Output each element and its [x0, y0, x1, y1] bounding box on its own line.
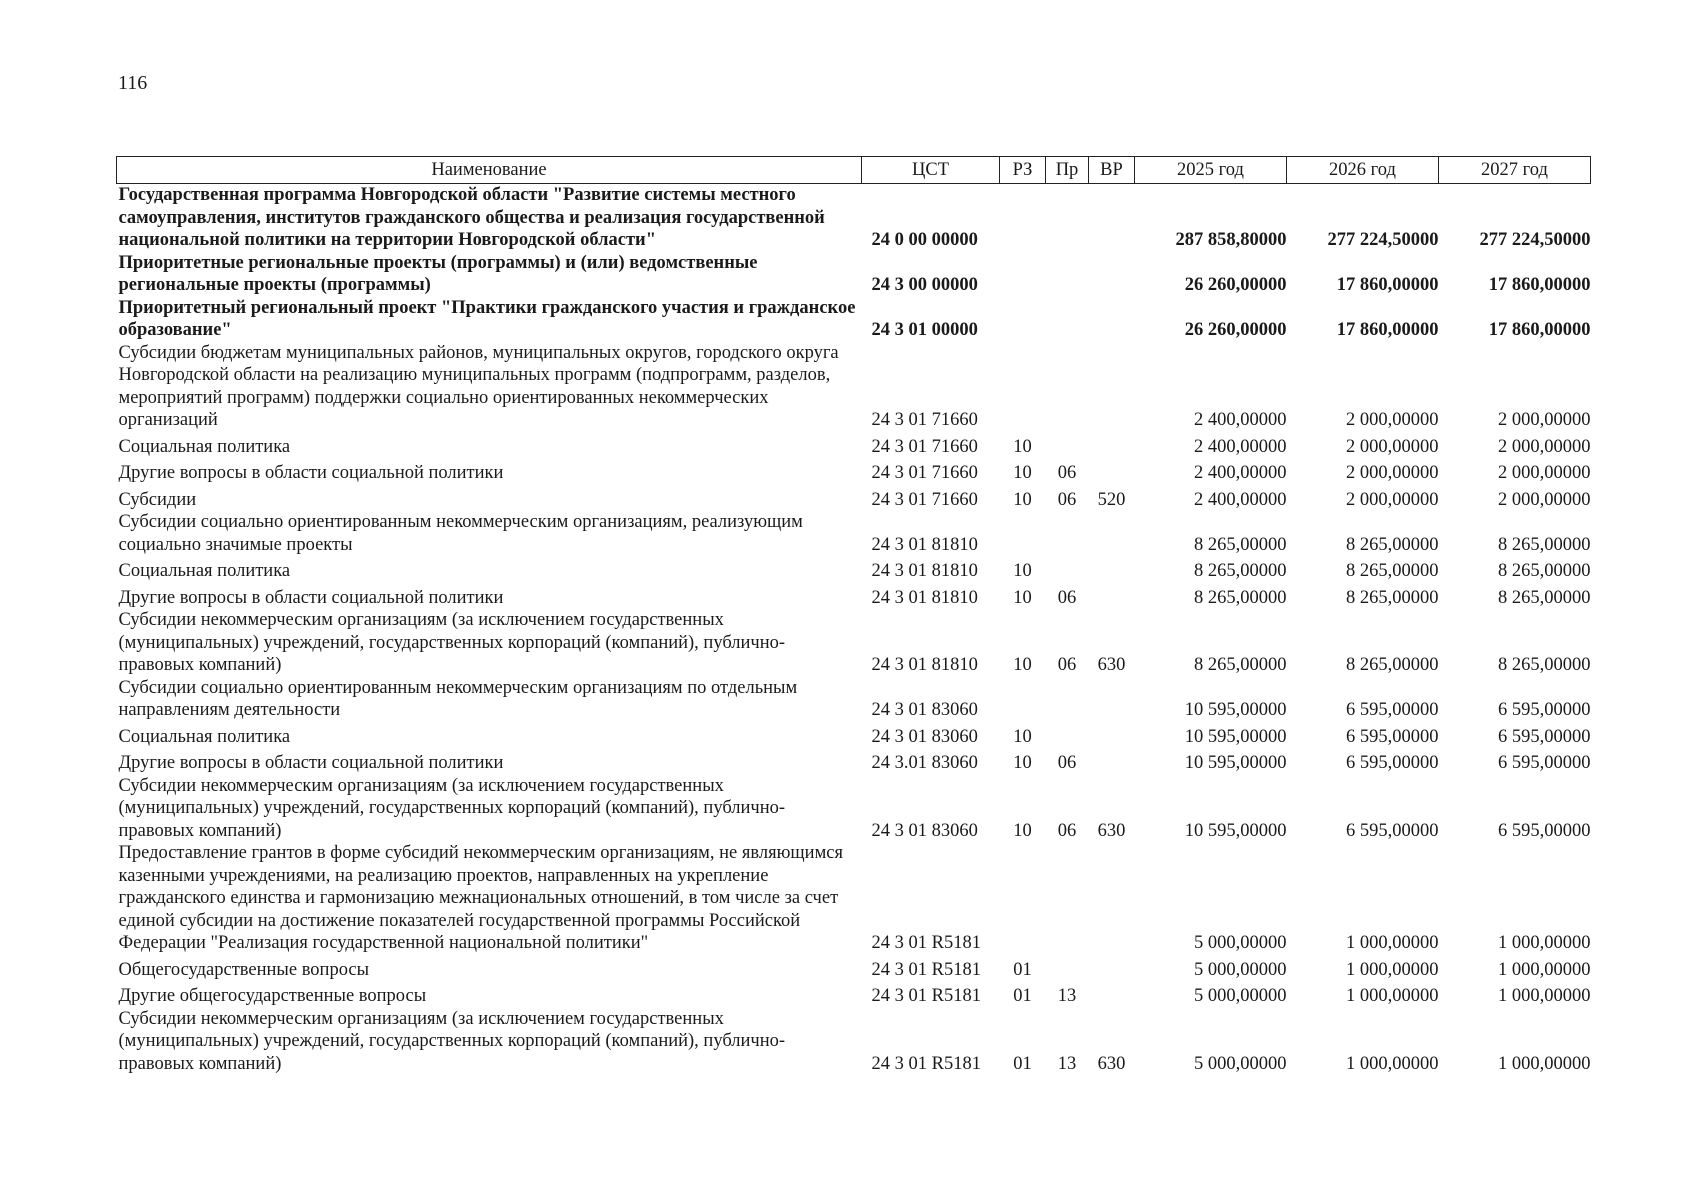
row-rz: 10 — [1013, 820, 1032, 841]
row-name: Субсидии некоммерческим организациям (за исключением государственных (муниципальных) учреждений, государственных корпораций (компаний), публично-правовых компаний) — [118, 1008, 786, 1074]
row-value-2026: 1 000,00000 — [1346, 986, 1439, 1006]
row-value-2025: 10 595,00000 — [1184, 753, 1287, 773]
row-name: Субсидии — [118, 489, 197, 510]
row-value-2026: 8 265,00000 — [1346, 655, 1439, 675]
row-name: Социальная политика — [118, 561, 291, 581]
row-cst: 24 3 01 83060 — [871, 820, 978, 841]
row-pr: 13 — [1057, 1053, 1077, 1074]
row-value-2027: 2 000,00000 — [1498, 489, 1591, 510]
row-vr — [1089, 511, 1135, 556]
row-value-2026: 6 595,00000 — [1346, 700, 1439, 720]
table-row — [117, 955, 1591, 982]
table-row — [117, 842, 1591, 955]
row-value-2026: 8 265,00000 — [1346, 534, 1439, 555]
row-value-2026: 6 595,00000 — [1346, 820, 1439, 841]
row-value-2025: 2 400,00000 — [1194, 463, 1287, 483]
table-row — [117, 458, 1591, 485]
row-cst: 24 3 01 R5181 — [871, 933, 981, 953]
row-vr — [1089, 748, 1135, 775]
row-value-2027: 6 595,00000 — [1498, 820, 1591, 841]
row-rz: 10 — [1013, 436, 1032, 457]
row-pr — [1046, 842, 1089, 955]
table-row — [117, 511, 1591, 556]
row-pr — [1046, 184, 1089, 252]
row-value-2025: 10 595,00000 — [1184, 726, 1287, 747]
table-row — [117, 748, 1591, 775]
row-pr: 06 — [1057, 463, 1077, 483]
row-name: Субсидии некоммерческим организациям (за исключением государственных (муниципальных) учреждений, государственных корпораций (компаний), публично-правовых компаний) — [118, 610, 786, 675]
row-value-2027: 1 000,00000 — [1498, 986, 1591, 1006]
row-value-2025: 8 265,00000 — [1194, 587, 1287, 608]
row-rz: 01 — [1013, 959, 1032, 980]
row-rz — [1000, 252, 1046, 297]
page-number: 116 — [118, 72, 148, 94]
row-value-2027: 2 000,00000 — [1498, 436, 1591, 457]
row-vr — [1089, 458, 1135, 485]
row-value-2027: 8 265,00000 — [1498, 534, 1591, 555]
row-cst: 24 3 01 71660 — [871, 410, 978, 430]
row-name: Другие вопросы в области социальной политики — [118, 587, 504, 608]
row-value-2025: 2 400,00000 — [1194, 410, 1287, 430]
row-value-2026: 2 000,00000 — [1346, 410, 1439, 430]
row-value-2027: 6 595,00000 — [1498, 700, 1591, 720]
row-pr: 06 — [1057, 587, 1077, 608]
row-name: Социальная политика — [118, 726, 291, 747]
row-rz: 10 — [1013, 463, 1032, 483]
row-value-2025: 5 000,00000 — [1194, 1053, 1287, 1074]
row-value-2027: 277 224,50000 — [1479, 230, 1591, 250]
row-value-2026: 17 860,00000 — [1336, 275, 1439, 295]
row-value-2026: 1 000,00000 — [1346, 959, 1439, 980]
table-row — [117, 583, 1591, 610]
header-cst: ЦСТ — [862, 157, 1000, 184]
row-vr: 630 — [1097, 655, 1126, 675]
row-cst: 24 3 01 71660 — [871, 436, 978, 457]
table-row — [117, 775, 1591, 843]
row-value-2025: 8 265,00000 — [1194, 561, 1287, 581]
row-pr: 06 — [1057, 753, 1077, 773]
row-rz: 10 — [1013, 489, 1032, 510]
header-row — [117, 157, 1591, 184]
table-row — [117, 342, 1591, 432]
row-name: Другие вопросы в области социальной политики — [118, 463, 504, 483]
table-row — [117, 722, 1591, 749]
row-rz — [1000, 184, 1046, 252]
row-value-2026: 2 000,00000 — [1346, 436, 1439, 457]
header-vr: ВР — [1089, 157, 1135, 184]
row-value-2025: 26 260,00000 — [1184, 275, 1287, 295]
row-vr: 630 — [1097, 1053, 1126, 1074]
row-value-2025: 26 260,00000 — [1184, 320, 1287, 340]
row-value-2026: 277 224,50000 — [1327, 230, 1439, 250]
row-rz: 10 — [1013, 655, 1032, 675]
header-pr: Пр — [1046, 157, 1089, 184]
row-name: Субсидии социально ориентированным некоммерческим организациям по отдельным направлениям деятельности — [118, 677, 798, 720]
row-value-2027: 2 000,00000 — [1498, 410, 1591, 430]
row-cst: 24 3 01 81810 — [871, 561, 978, 581]
row-vr: 630 — [1097, 820, 1126, 841]
row-pr: 06 — [1057, 655, 1077, 675]
row-cst: 24 3 01 00000 — [871, 320, 978, 340]
row-pr — [1046, 432, 1089, 459]
row-value-2027: 6 595,00000 — [1498, 753, 1591, 773]
row-name: Субсидии социально ориентированным некоммерческим организациям, реализующим социально значимые проекты — [118, 512, 803, 555]
row-value-2027: 1 000,00000 — [1498, 1053, 1591, 1074]
row-value-2027: 2 000,00000 — [1498, 463, 1591, 483]
row-rz — [1000, 677, 1046, 722]
table-row — [117, 485, 1591, 512]
budget-table — [116, 156, 1591, 1075]
row-cst: 24 3.01 83060 — [871, 753, 978, 773]
row-vr — [1089, 184, 1135, 252]
table-row — [117, 252, 1591, 297]
row-vr — [1089, 297, 1135, 342]
row-pr — [1046, 342, 1089, 432]
row-name: Другие вопросы в области социальной политики — [118, 753, 504, 773]
header-name: Наименование — [117, 157, 862, 184]
row-value-2025: 5 000,00000 — [1194, 986, 1287, 1006]
row-value-2027: 6 595,00000 — [1498, 726, 1591, 747]
row-value-2026: 8 265,00000 — [1346, 561, 1439, 581]
row-vr — [1089, 677, 1135, 722]
table-row — [117, 556, 1591, 583]
row-rz — [1000, 511, 1046, 556]
row-pr: 06 — [1057, 489, 1077, 510]
row-value-2025: 10 595,00000 — [1184, 820, 1287, 841]
row-pr — [1046, 511, 1089, 556]
header-2025: 2025 год — [1135, 157, 1287, 184]
row-rz — [1000, 342, 1046, 432]
row-value-2026: 1 000,00000 — [1346, 1053, 1439, 1074]
row-cst: 24 3 01 81810 — [871, 587, 978, 608]
row-vr: 520 — [1097, 489, 1126, 510]
row-value-2027: 17 860,00000 — [1488, 275, 1591, 295]
table-row — [117, 981, 1591, 1008]
row-rz: 10 — [1013, 561, 1032, 581]
row-vr — [1089, 342, 1135, 432]
row-value-2025: 5 000,00000 — [1194, 959, 1287, 980]
row-vr — [1089, 722, 1135, 749]
row-cst: 24 3 01 71660 — [871, 489, 978, 510]
row-cst: 24 3 01 R5181 — [871, 986, 981, 1006]
row-rz: 10 — [1013, 726, 1032, 747]
row-value-2025: 8 265,00000 — [1194, 534, 1287, 555]
header-rz: РЗ — [1000, 157, 1046, 184]
row-value-2026: 6 595,00000 — [1346, 753, 1439, 773]
row-value-2025: 287 858,80000 — [1175, 230, 1287, 250]
row-value-2027: 8 265,00000 — [1498, 587, 1591, 608]
row-cst: 24 3 01 81810 — [871, 655, 978, 675]
row-cst: 24 3 01 R5181 — [871, 1053, 981, 1074]
row-pr — [1046, 297, 1089, 342]
row-pr — [1046, 252, 1089, 297]
row-cst: 24 0 00 00000 — [871, 230, 978, 250]
row-pr — [1046, 677, 1089, 722]
row-value-2026: 6 595,00000 — [1346, 726, 1439, 747]
row-pr: 06 — [1057, 820, 1077, 841]
row-value-2026: 2 000,00000 — [1346, 489, 1439, 510]
row-name: Предоставление грантов в форме субсидий некоммерческим организациям, не являющимся казенными учреждениями, на реализацию проектов, направленных на укрепление гражданского единства и гармонизацию межнациональных отношений, в том числе за счет единой субсидии на достижение показателей государственной программы Российской Федерации "Реализация государственной национальной политики" — [118, 843, 843, 953]
row-cst: 24 3 01 83060 — [871, 726, 978, 747]
row-pr — [1046, 556, 1089, 583]
row-vr — [1089, 583, 1135, 610]
table-row — [117, 432, 1591, 459]
row-value-2025: 10 595,00000 — [1184, 700, 1287, 720]
table-row — [117, 677, 1591, 722]
row-cst: 24 3 01 R5181 — [871, 959, 981, 980]
row-pr: 13 — [1057, 986, 1077, 1006]
row-value-2025: 8 265,00000 — [1194, 655, 1287, 675]
row-rz — [1000, 842, 1046, 955]
row-value-2025: 2 400,00000 — [1194, 436, 1287, 457]
row-cst: 24 3 01 71660 — [871, 463, 978, 483]
row-cst: 24 3 01 83060 — [871, 700, 978, 720]
row-name: Другие общегосударственные вопросы — [118, 986, 427, 1006]
row-value-2027: 8 265,00000 — [1498, 655, 1591, 675]
row-vr — [1089, 252, 1135, 297]
row-value-2026: 2 000,00000 — [1346, 463, 1439, 483]
row-name: Приоритетный региональный проект "Практики гражданского участия и гражданское образование" — [118, 297, 856, 340]
row-rz: 01 — [1013, 986, 1032, 1006]
row-name: Социальная политика — [118, 436, 291, 457]
row-rz: 01 — [1013, 1053, 1032, 1074]
row-vr — [1089, 432, 1135, 459]
row-vr — [1089, 955, 1135, 982]
header-2027: 2027 год — [1439, 157, 1591, 184]
row-value-2025: 5 000,00000 — [1194, 933, 1287, 953]
row-name: Субсидии бюджетам муниципальных районов, муниципальных округов, городского округа Новгородской области на реализацию муниципальных программ (подпрограмм, разделов, мероприятий программ) поддержки социально ориентированных некоммерческих организаций — [118, 342, 839, 430]
table-body — [117, 184, 1591, 1076]
row-value-2026: 8 265,00000 — [1346, 587, 1439, 608]
row-cst: 24 3 00 00000 — [871, 275, 978, 295]
row-value-2027: 1 000,00000 — [1498, 959, 1591, 980]
row-name: Субсидии некоммерческим организациям (за исключением государственных (муниципальных) учреждений, государственных корпораций (компаний), публично-правовых компаний) — [118, 775, 786, 841]
row-value-2027: 8 265,00000 — [1498, 561, 1591, 581]
row-pr — [1046, 955, 1089, 982]
table-row — [117, 609, 1591, 677]
row-value-2026: 1 000,00000 — [1346, 933, 1439, 953]
row-pr — [1046, 722, 1089, 749]
row-name: Приоритетные региональные проекты (программы) и (или) ведомственные региональные проекты (программы) — [118, 252, 758, 295]
row-name: Общегосударственные вопросы — [118, 959, 370, 980]
row-vr — [1089, 842, 1135, 955]
row-value-2026: 17 860,00000 — [1336, 320, 1439, 340]
row-vr — [1089, 981, 1135, 1008]
row-rz: 10 — [1013, 753, 1032, 773]
table-row — [117, 297, 1591, 342]
row-vr — [1089, 556, 1135, 583]
row-value-2027: 17 860,00000 — [1488, 320, 1591, 340]
row-cst: 24 3 01 81810 — [871, 534, 978, 555]
row-rz — [1000, 297, 1046, 342]
table-row — [117, 184, 1591, 252]
header-2026: 2026 год — [1287, 157, 1439, 184]
row-name: Государственная программа Новгородской области "Развитие системы местного самоуправления, институтов гражданского общества и реализация государственной национальной политики на территории Новгородской области" — [118, 185, 825, 250]
table-header — [117, 157, 1591, 184]
row-value-2025: 2 400,00000 — [1194, 489, 1287, 510]
row-value-2027: 1 000,00000 — [1498, 933, 1591, 953]
row-rz: 10 — [1013, 587, 1032, 608]
table-row — [117, 1008, 1591, 1076]
